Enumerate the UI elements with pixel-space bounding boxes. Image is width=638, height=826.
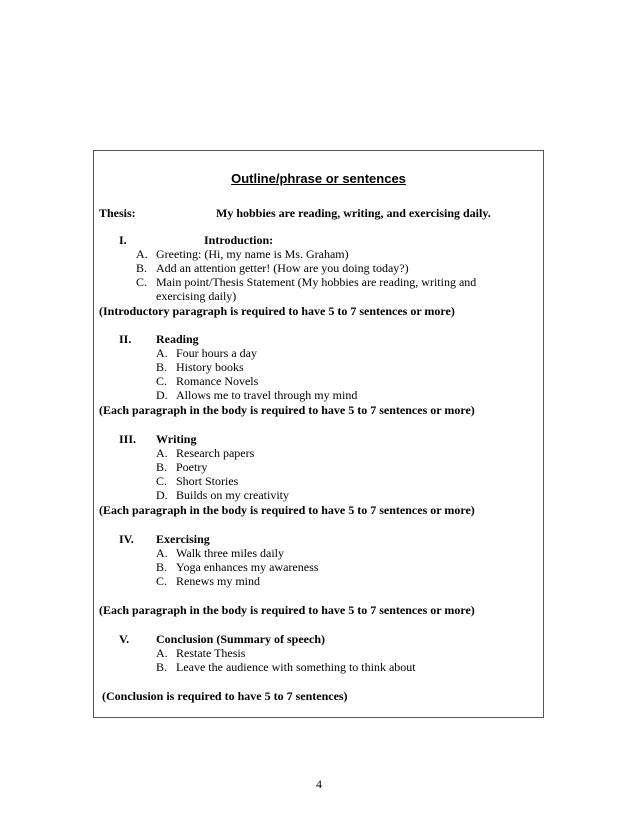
section-heading: Writing [156,432,197,446]
item-letter: D. [156,388,168,402]
item-letter: B. [156,660,168,674]
item-text: Four hours a day [176,346,257,360]
section-numeral: V. [119,632,130,646]
item-text: History books [176,360,244,374]
outline-title: Outline/phrase or sentences [231,171,406,186]
item-text: Yoga enhances my awareness [176,560,319,574]
section-note: (Each paragraph in the body is required to have 5 to 7 sentences or more) [99,603,475,617]
section-heading: Introduction: [204,233,274,247]
item-letter: C. [156,374,168,388]
section-heading: Exercising [156,532,210,546]
item-text: Leave the audience with something to think about [176,660,416,674]
item-text: Restate Thesis [176,646,246,660]
item-letter: A. [156,446,168,460]
item-letter: A. [156,646,168,660]
page-number: 4 [316,777,322,791]
section-numeral: II. [119,332,132,346]
thesis-text: My hobbies are reading, writing, and exercising daily. [216,206,491,220]
thesis-label: Thesis: [99,206,136,220]
item-letter: A. [156,546,168,560]
outline-box [93,150,544,718]
section-numeral: IV. [119,532,134,546]
item-text: Research papers [176,446,255,460]
item-text: Walk three miles daily [176,546,284,560]
section-numeral: III. [119,432,137,446]
item-text: Short Stories [176,474,239,488]
item-text: Builds on my creativity [176,488,289,502]
item-text: Renews my mind [176,574,260,588]
item-text-continued: exercising daily) [156,289,237,303]
item-letter: C. [156,474,168,488]
item-letter: B. [156,460,168,474]
section-note: (Each paragraph in the body is required to have 5 to 7 sentences or more) [99,403,475,417]
section-note: (Conclusion is required to have 5 to 7 sentences) [102,689,348,703]
item-text: Add an attention getter! (How are you doing today?) [156,261,409,275]
section-heading: Reading [156,332,199,346]
item-letter: B. [136,261,148,275]
item-letter: A. [136,247,148,261]
item-text: Greeting: (Hi, my name is Ms. Graham) [156,247,349,261]
item-letter: B. [156,360,168,374]
item-text: Allows me to travel through my mind [176,388,358,402]
section-note: (Each paragraph in the body is required to have 5 to 7 sentences or more) [99,503,475,517]
item-letter: C. [156,574,168,588]
item-letter: A. [156,346,168,360]
item-text: Main point/Thesis Statement (My hobbies are reading, writing and [156,275,477,289]
item-letter: B. [156,560,168,574]
section-numeral: I. [119,233,127,247]
item-text: Romance Novels [176,374,259,388]
section-heading: Conclusion (Summary of speech) [156,632,326,646]
section-note: (Introductory paragraph is required to have 5 to 7 sentences or more) [99,304,455,318]
item-text: Poetry [176,460,208,474]
item-letter: D. [156,488,168,502]
item-letter: C. [136,275,148,289]
